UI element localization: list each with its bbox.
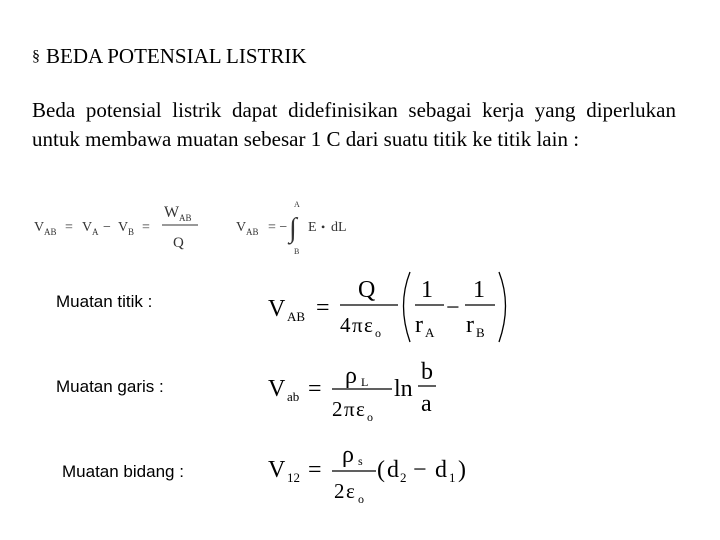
fp-den-four: 4 xyxy=(340,313,351,337)
fp-den-o: o xyxy=(375,326,381,340)
fp-ra: r xyxy=(415,312,423,338)
fl-b: b xyxy=(421,359,433,385)
fp-one-a: 1 xyxy=(421,277,433,303)
section-bullet: § xyxy=(32,48,40,65)
fp-one-b: 1 xyxy=(473,277,485,303)
f1-minus: − xyxy=(103,220,111,235)
fs-den-o: o xyxy=(358,492,364,506)
fs-rparen: ) xyxy=(458,457,466,483)
label-plane-charge: Muatan bidang : xyxy=(62,462,184,481)
f1-v: V xyxy=(34,220,45,235)
fs-eq: = xyxy=(308,457,322,483)
fp-v: V xyxy=(268,296,286,322)
fs-lparen: ( xyxy=(377,457,385,483)
formula-line-integral xyxy=(232,196,362,260)
fp-den-eps: ε xyxy=(364,313,373,337)
fs-rho-sub: s xyxy=(358,454,363,468)
f2-integral: ∫ xyxy=(289,213,297,244)
f1-w: W xyxy=(164,204,180,221)
fl-v-sub: ab xyxy=(287,389,300,404)
fp-ra-sub: A xyxy=(425,325,435,340)
label-point-charge: Muatan titik : xyxy=(56,292,153,311)
f2-eq-minus: = − xyxy=(268,220,288,235)
fs-den-two: 2 xyxy=(334,479,345,503)
fl-den-o: o xyxy=(367,410,373,424)
f1-va: V xyxy=(82,220,93,235)
fp-right-paren xyxy=(499,272,506,342)
section-heading xyxy=(32,44,307,69)
fp-num: Q xyxy=(358,277,376,303)
f1-v-sub: AB xyxy=(44,227,57,237)
f2-v: V xyxy=(236,220,247,235)
f1-eq1: = xyxy=(65,220,73,235)
fl-den-two: 2 xyxy=(332,397,343,421)
fs-v-sub: 12 xyxy=(287,470,300,485)
f2-dot: • xyxy=(321,220,326,234)
section-title: BEDA POTENSIAL LISTRIK xyxy=(46,44,307,68)
fs-d1-sub: 1 xyxy=(449,470,456,485)
f2-lower-limit: B xyxy=(294,247,300,256)
f2-upper-limit: A xyxy=(294,200,300,209)
definition-paragraph: Beda potensial listrik dapat didefinisikan sebagai kerja yang diperlukan untuk membawa muatan sebesar 1 C dari suatu titik ke titik lain : xyxy=(32,98,676,151)
f1-eq2: = xyxy=(142,220,150,235)
fs-rho: ρ xyxy=(342,442,354,468)
fl-den-eps: ε xyxy=(356,397,365,421)
fl-v: V xyxy=(268,376,286,402)
fp-minus: − xyxy=(446,295,460,321)
f2-v-sub: AB xyxy=(246,227,259,237)
fs-d2: d xyxy=(387,457,399,483)
fs-v: V xyxy=(268,457,286,483)
f1-w-sub: AB xyxy=(179,213,192,223)
formula-line-charge xyxy=(262,358,452,428)
f2-dl: dL xyxy=(331,220,347,235)
f1-vb: V xyxy=(118,220,129,235)
fp-den-pi: π xyxy=(352,313,363,337)
formula-plane-charge xyxy=(262,440,482,512)
fp-eq: = xyxy=(316,295,330,321)
fl-eq: = xyxy=(308,376,322,402)
fs-d1: d xyxy=(435,457,447,483)
f1-q: Q xyxy=(173,235,184,251)
fs-den-eps: ε xyxy=(346,479,355,503)
fs-d2-sub: 2 xyxy=(400,470,407,485)
fl-a: a xyxy=(421,391,432,417)
formula-point-charge xyxy=(262,264,512,350)
f2-e: E xyxy=(308,220,317,235)
f1-va-sub: A xyxy=(92,227,99,237)
fl-den-pi: π xyxy=(344,397,355,421)
fp-v-sub: AB xyxy=(287,309,306,324)
label-line-charge: Muatan garis : xyxy=(56,377,164,396)
fp-rb-sub: B xyxy=(476,325,485,340)
fl-rho: ρ xyxy=(345,363,357,389)
fl-rho-sub: L xyxy=(361,375,369,389)
fp-rb: r xyxy=(466,312,474,338)
fp-left-paren xyxy=(404,272,411,342)
fs-minus: − xyxy=(413,457,427,483)
f1-vb-sub: B xyxy=(128,227,135,237)
formula-potential-difference xyxy=(30,198,205,260)
fl-ln: ln xyxy=(394,376,413,402)
